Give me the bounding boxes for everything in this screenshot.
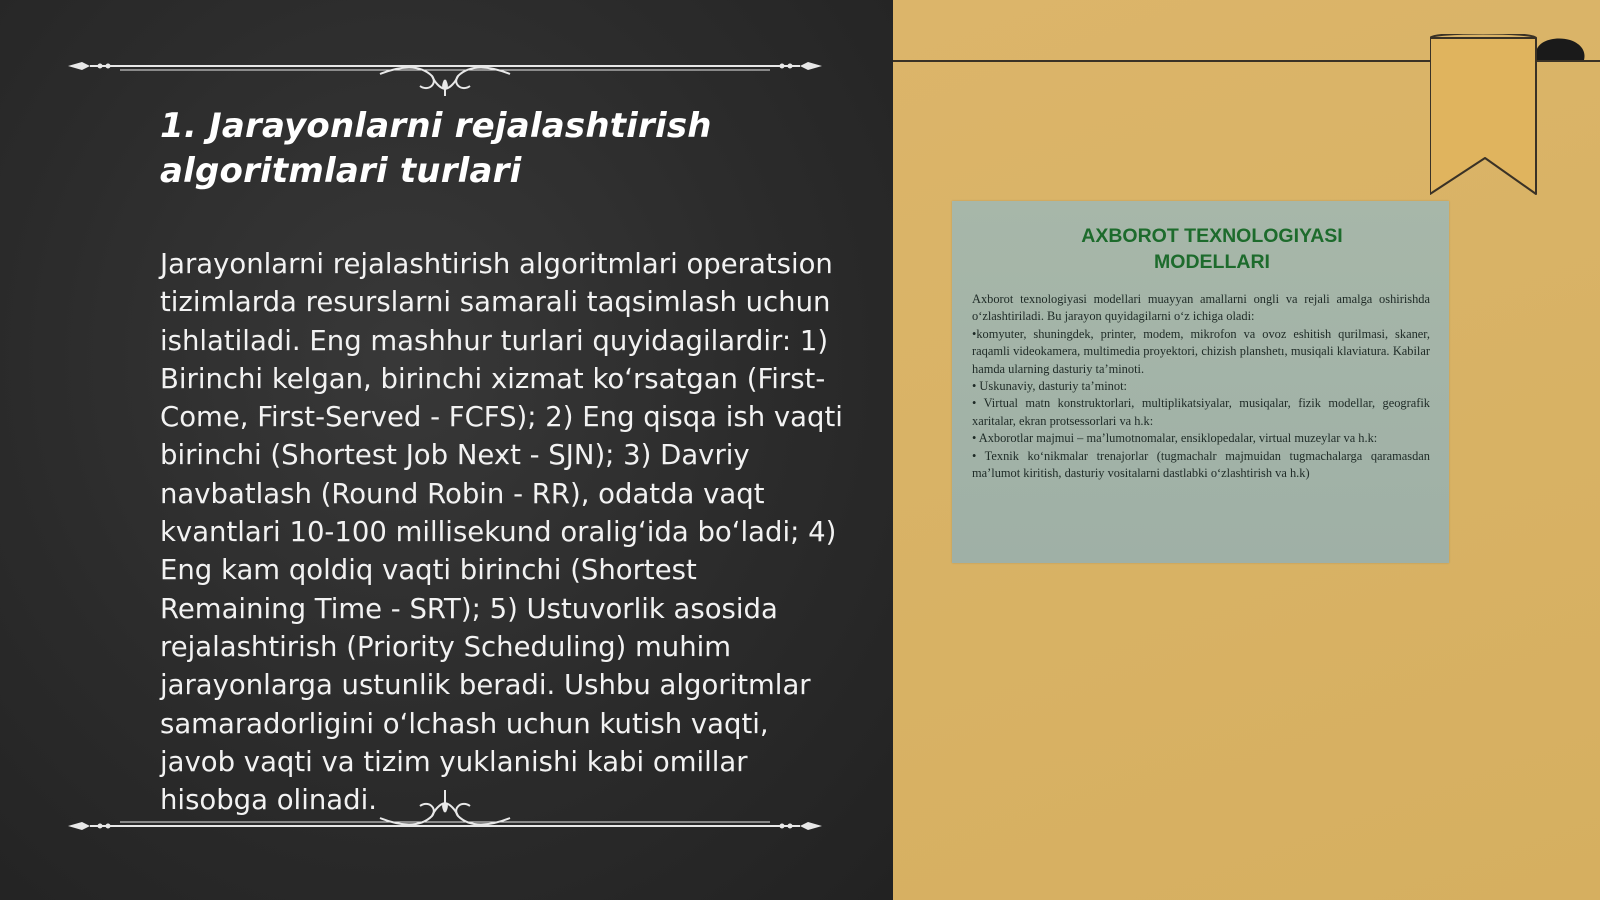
bookmark-icon [1430, 34, 1600, 204]
document-paragraph: • Virtual matn konstruktorlari, multiplikatsiyalar, musiqalar, fizik modellar, geografik xaritalar, ekran protsessorlari va h.k: [972, 396, 1430, 428]
document-paragraph: • Texnik koʻnikmalar trenajorlar (tugmachalr majmuidan tugmachalarga qaramasdan maʼlumot kiritish, dasturiy vositalarni dastlabki oʻzlashtirish va h.k) [972, 448, 1430, 481]
document-title [1012, 223, 1412, 275]
slide-body-text: Jarayonlarni rejalashtirish algoritmlari operatsion tizimlarda resurslarni samarali taqsimlash uchun ishlatiladi. Eng mashhur turlari quyidagilardir: 1) Birinchi kelgan, birinchi xizmat koʻrsatgan (First-Come, First-Served - FCFS); 2) Eng qisqa ish vaqti birinchi (Shortest Job Next - SJN); 3) Davriy navbatlash (Round Robin - RR), odatda vaqt kvantlari 10-100 millisekund oraligʻida boʻladi; 4) Eng kam qoldiq vaqti birinchi (Shortest Remaining Time - SRT); 5) Ustuvorlik asosida rejalashtirish (Priority Scheduling) muhim jarayonlarga ustunlik beradi. Ushbu algoritmlar samaradorligini oʻlchash uchun kutish vaqti, javob vaqti va tizim yuklanishi kabi omillar hisobga olinadi. [160, 248, 843, 817]
ornamental-divider-icon [60, 36, 830, 96]
document-title-line1: AXBOROT TEXNOLOGIYASI [1081, 225, 1343, 247]
slide-title: 1. Jarayonlarni rejalashtirish algoritmlari turlari [160, 106, 712, 191]
document-image [952, 201, 1449, 563]
document-body [972, 291, 1430, 482]
document-paragraph: • Axborotlar majmui – maʼlumotnomalar, ensiklopedalar, virtual muzeylar va h.k: [972, 431, 1378, 446]
document-paragraph: Axborot texnologiyasi modellari muayyan amallarni ongli va rejali amalga oshirishda oʻzlashtiriladi. Bu jarayon quyidagilarni oʻz ichiga oladi: [972, 292, 1430, 324]
document-title-line2: MODELLARI [1154, 251, 1270, 273]
document-paragraph: • Uskunaviy, dasturiy taʼminot: [972, 379, 1127, 394]
document-paragraph: •komyuter, shuningdek, printer, modem, mikrofon va ovoz eshitish qurilmasi, skaner, raqamli videokamera, multimedia proyektori, chizish planshetı, musiqali klaviatura. Kabilar hamda ularning dasturiy taʼminoti. [972, 326, 1430, 376]
